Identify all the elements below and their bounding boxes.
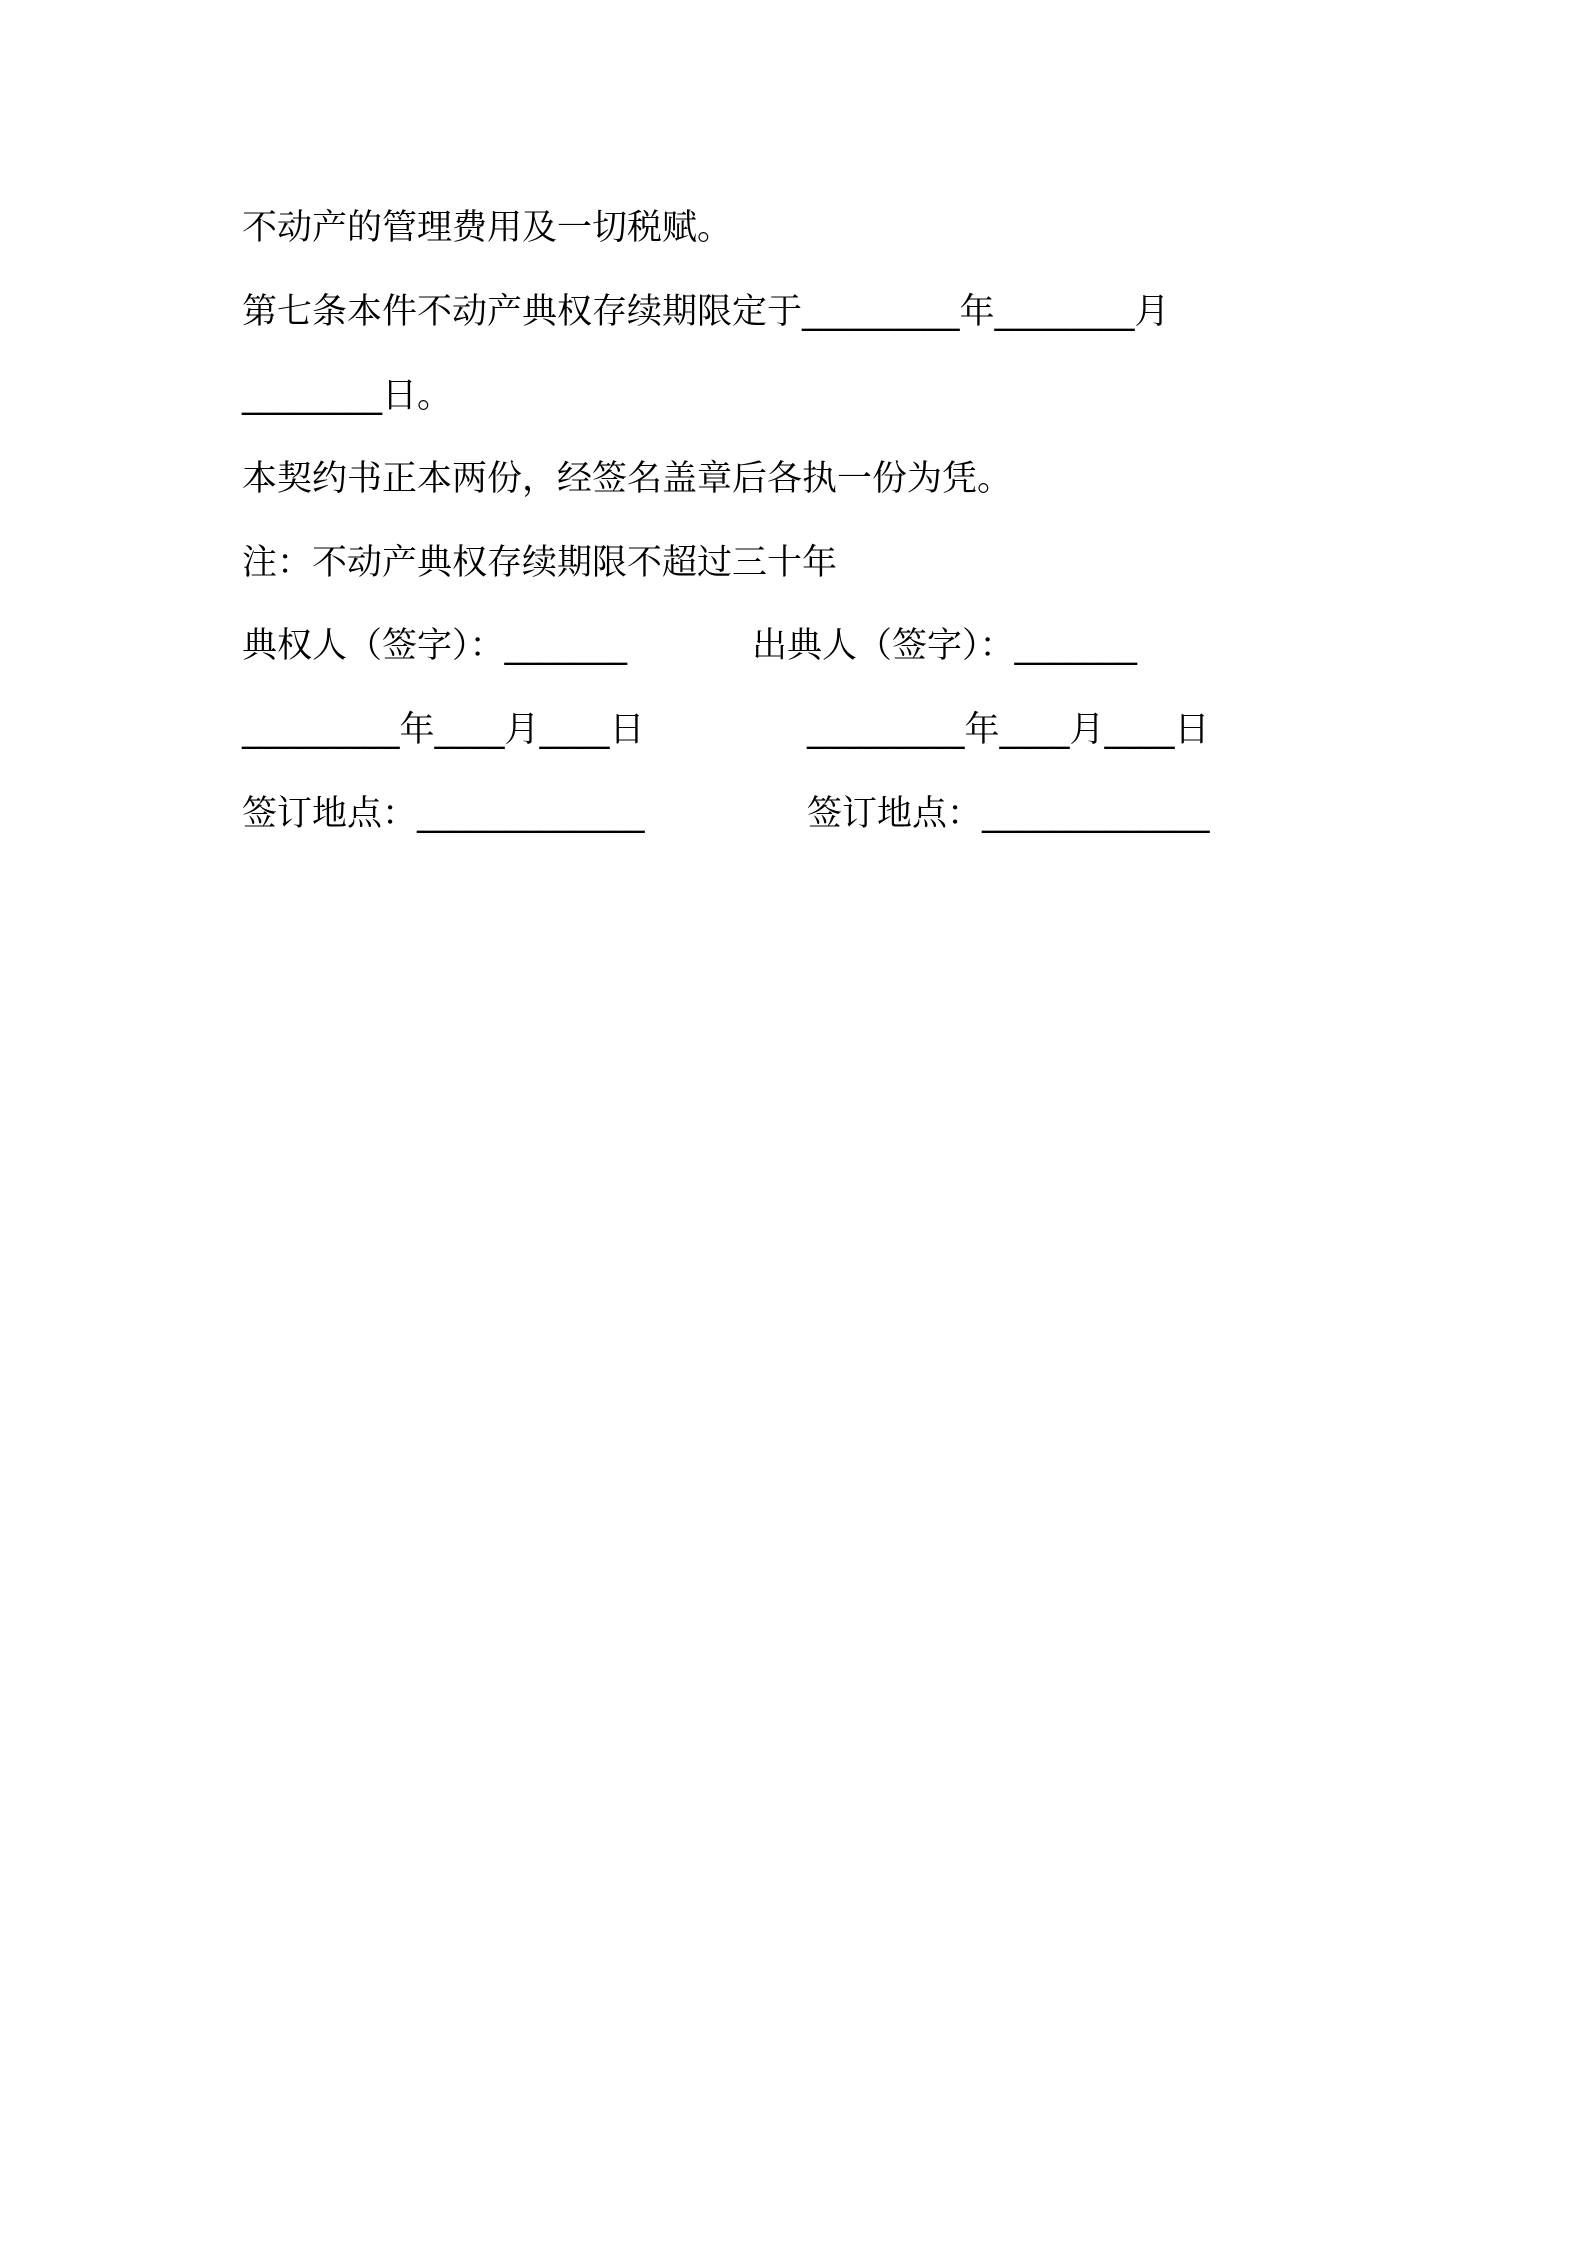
right-signer-line: 出典人（签字）：_______	[752, 626, 1138, 666]
paragraph-article-seven: 第七条本件不动产典权存续期限定于_________年________月	[242, 292, 1170, 332]
paragraph-article-seven-day: ________日。	[242, 376, 453, 416]
right-place-line: 签订地点：_____________	[807, 794, 1210, 834]
paragraph-management-fees: 不动产的管理费用及一切税赋。	[242, 208, 733, 248]
left-place-line: 签订地点：_____________	[242, 794, 645, 834]
right-date-line: _________年____月____日	[807, 710, 1210, 750]
paragraph-note: 注：不动产典权存续期限不超过三十年	[242, 543, 838, 583]
left-signer-line: 典权人（签字）：_______	[242, 626, 628, 666]
paragraph-copies: 本契约书正本两份，经签名盖章后各执一份为凭。	[242, 459, 1013, 499]
left-date-line: _________年____月____日	[242, 710, 645, 750]
